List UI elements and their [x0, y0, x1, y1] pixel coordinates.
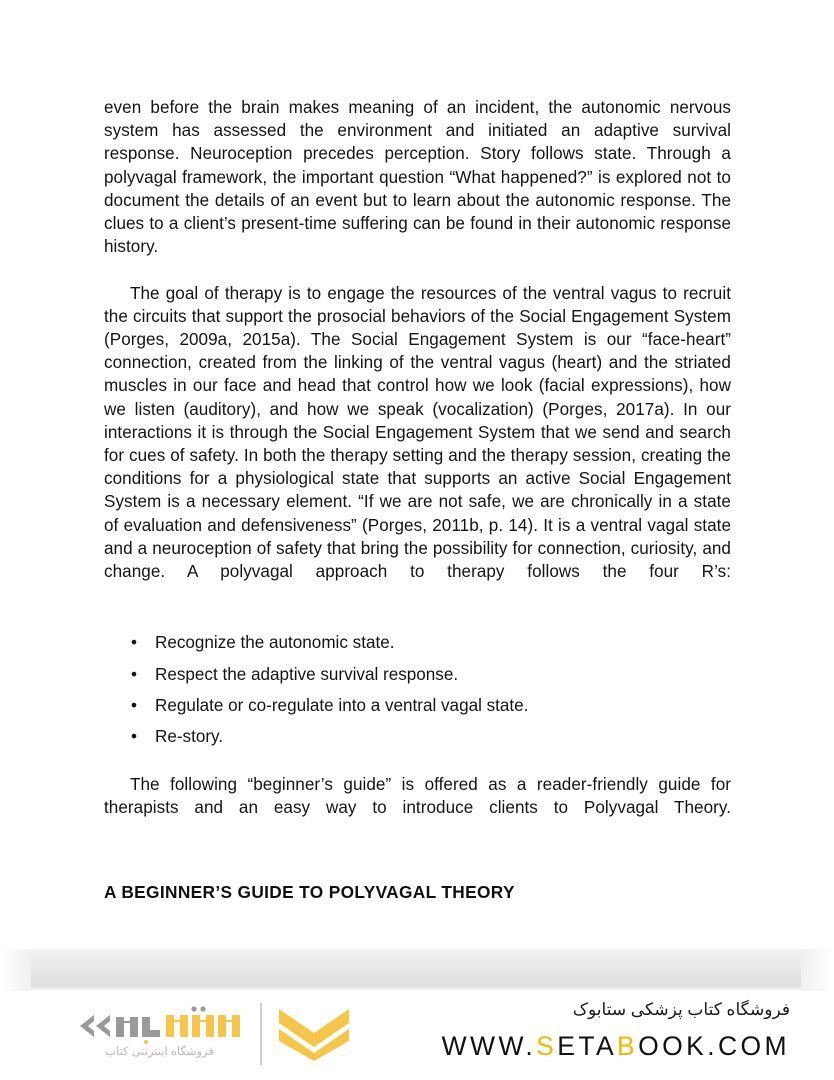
list-item — [104, 690, 731, 721]
url-part-www: WWW. — [441, 1031, 537, 1061]
url-highlight-b: B — [617, 1031, 639, 1061]
paragraph-goal-of-therapy: The goal of therapy is to engage the resources of the ventral vagus to recruit the circuits that support the prosocial behaviors of the Social Engagement System (Porges, 2009a, 2015a). The Social Engagement System is our “face-heart” connection, created from the linking of the ventral vagus (heart) and the striated muscles in our face and head that control how we look (facial expressions), how we listen (auditory), and how we speak (vocalization) (Porges, 2017a). In our interactions it is through the Social Engagement System that we send and search for cues of safety. In both the therapy setting and the therapy session, creating the conditions for a physiological state that supports an active Social Engagement System is a necessary element. “If we are not safe, we are chronically in a state of evaluation and defensiveness” (Porges, 2011b, p. 14). It is a ventral vagal state and a neuroception of safety that bring the possibility for connection, curiosity, and change. A polyvagal approach to therapy follows the four R’s: — [104, 283, 731, 582]
bullet-icon: • — [131, 633, 137, 653]
section-heading: A BEGINNER’S GUIDE TO POLYVAGAL THEORY — [104, 881, 515, 902]
page-edge-shadow — [31, 949, 801, 991]
setabook-logo[interactable] — [72, 999, 352, 1075]
list-item — [104, 627, 731, 658]
url-part-eta: ETA — [557, 1031, 618, 1061]
list-item-label: Recognize the autonomic state. — [155, 633, 395, 653]
list-item-label: Respect the adaptive survival response. — [155, 664, 459, 684]
setabook-wordmark-icon — [72, 1001, 247, 1045]
url-part-ookcom: OOK.COM — [638, 1031, 790, 1061]
list-item — [104, 721, 731, 752]
list-item — [104, 659, 731, 690]
logo-divider — [260, 1003, 262, 1065]
bullet-icon: • — [131, 664, 137, 684]
body-text-column — [104, 96, 731, 903]
bullet-icon: • — [131, 695, 137, 715]
list-item-label: Regulate or co-regulate into a ventral vagal state. — [155, 695, 529, 715]
paragraph-beginners-guide-intro: The following “beginner’s guide” is offered as a reader-friendly guide for therapists and an easy way to introduce clients to Polyvagal Theory. — [104, 775, 731, 818]
double-chevron-logo-icon — [275, 1007, 353, 1061]
four-rs-list — [104, 627, 731, 752]
bullet-icon: • — [131, 727, 137, 747]
list-item-label: Re-story. — [155, 727, 224, 747]
footer-website-url[interactable] — [390, 1030, 790, 1062]
paragraph-autonomic-neuroception: even before the brain makes meaning of an incident, the autonomic nervous system has assessed the environment and initiated an adaptive survival response. Neuroception precedes perception. Story follows state. Through a polyvagal framework, the important question “What happened?” is explored not to document the details of an event but to learn about the autonomic response. The clues to a client’s present-time suffering can be found in their autonomic response history. — [104, 98, 731, 257]
url-highlight-s: S — [536, 1031, 558, 1061]
logo-subtitle: فروشگاه اینترنتی کتاب — [105, 1046, 214, 1058]
footer-watermark — [0, 991, 834, 1080]
footer-brand-block — [390, 997, 790, 1062]
footer-tagline-fa: فروشگاه کتاب پزشکی ستابوک — [572, 1000, 790, 1019]
